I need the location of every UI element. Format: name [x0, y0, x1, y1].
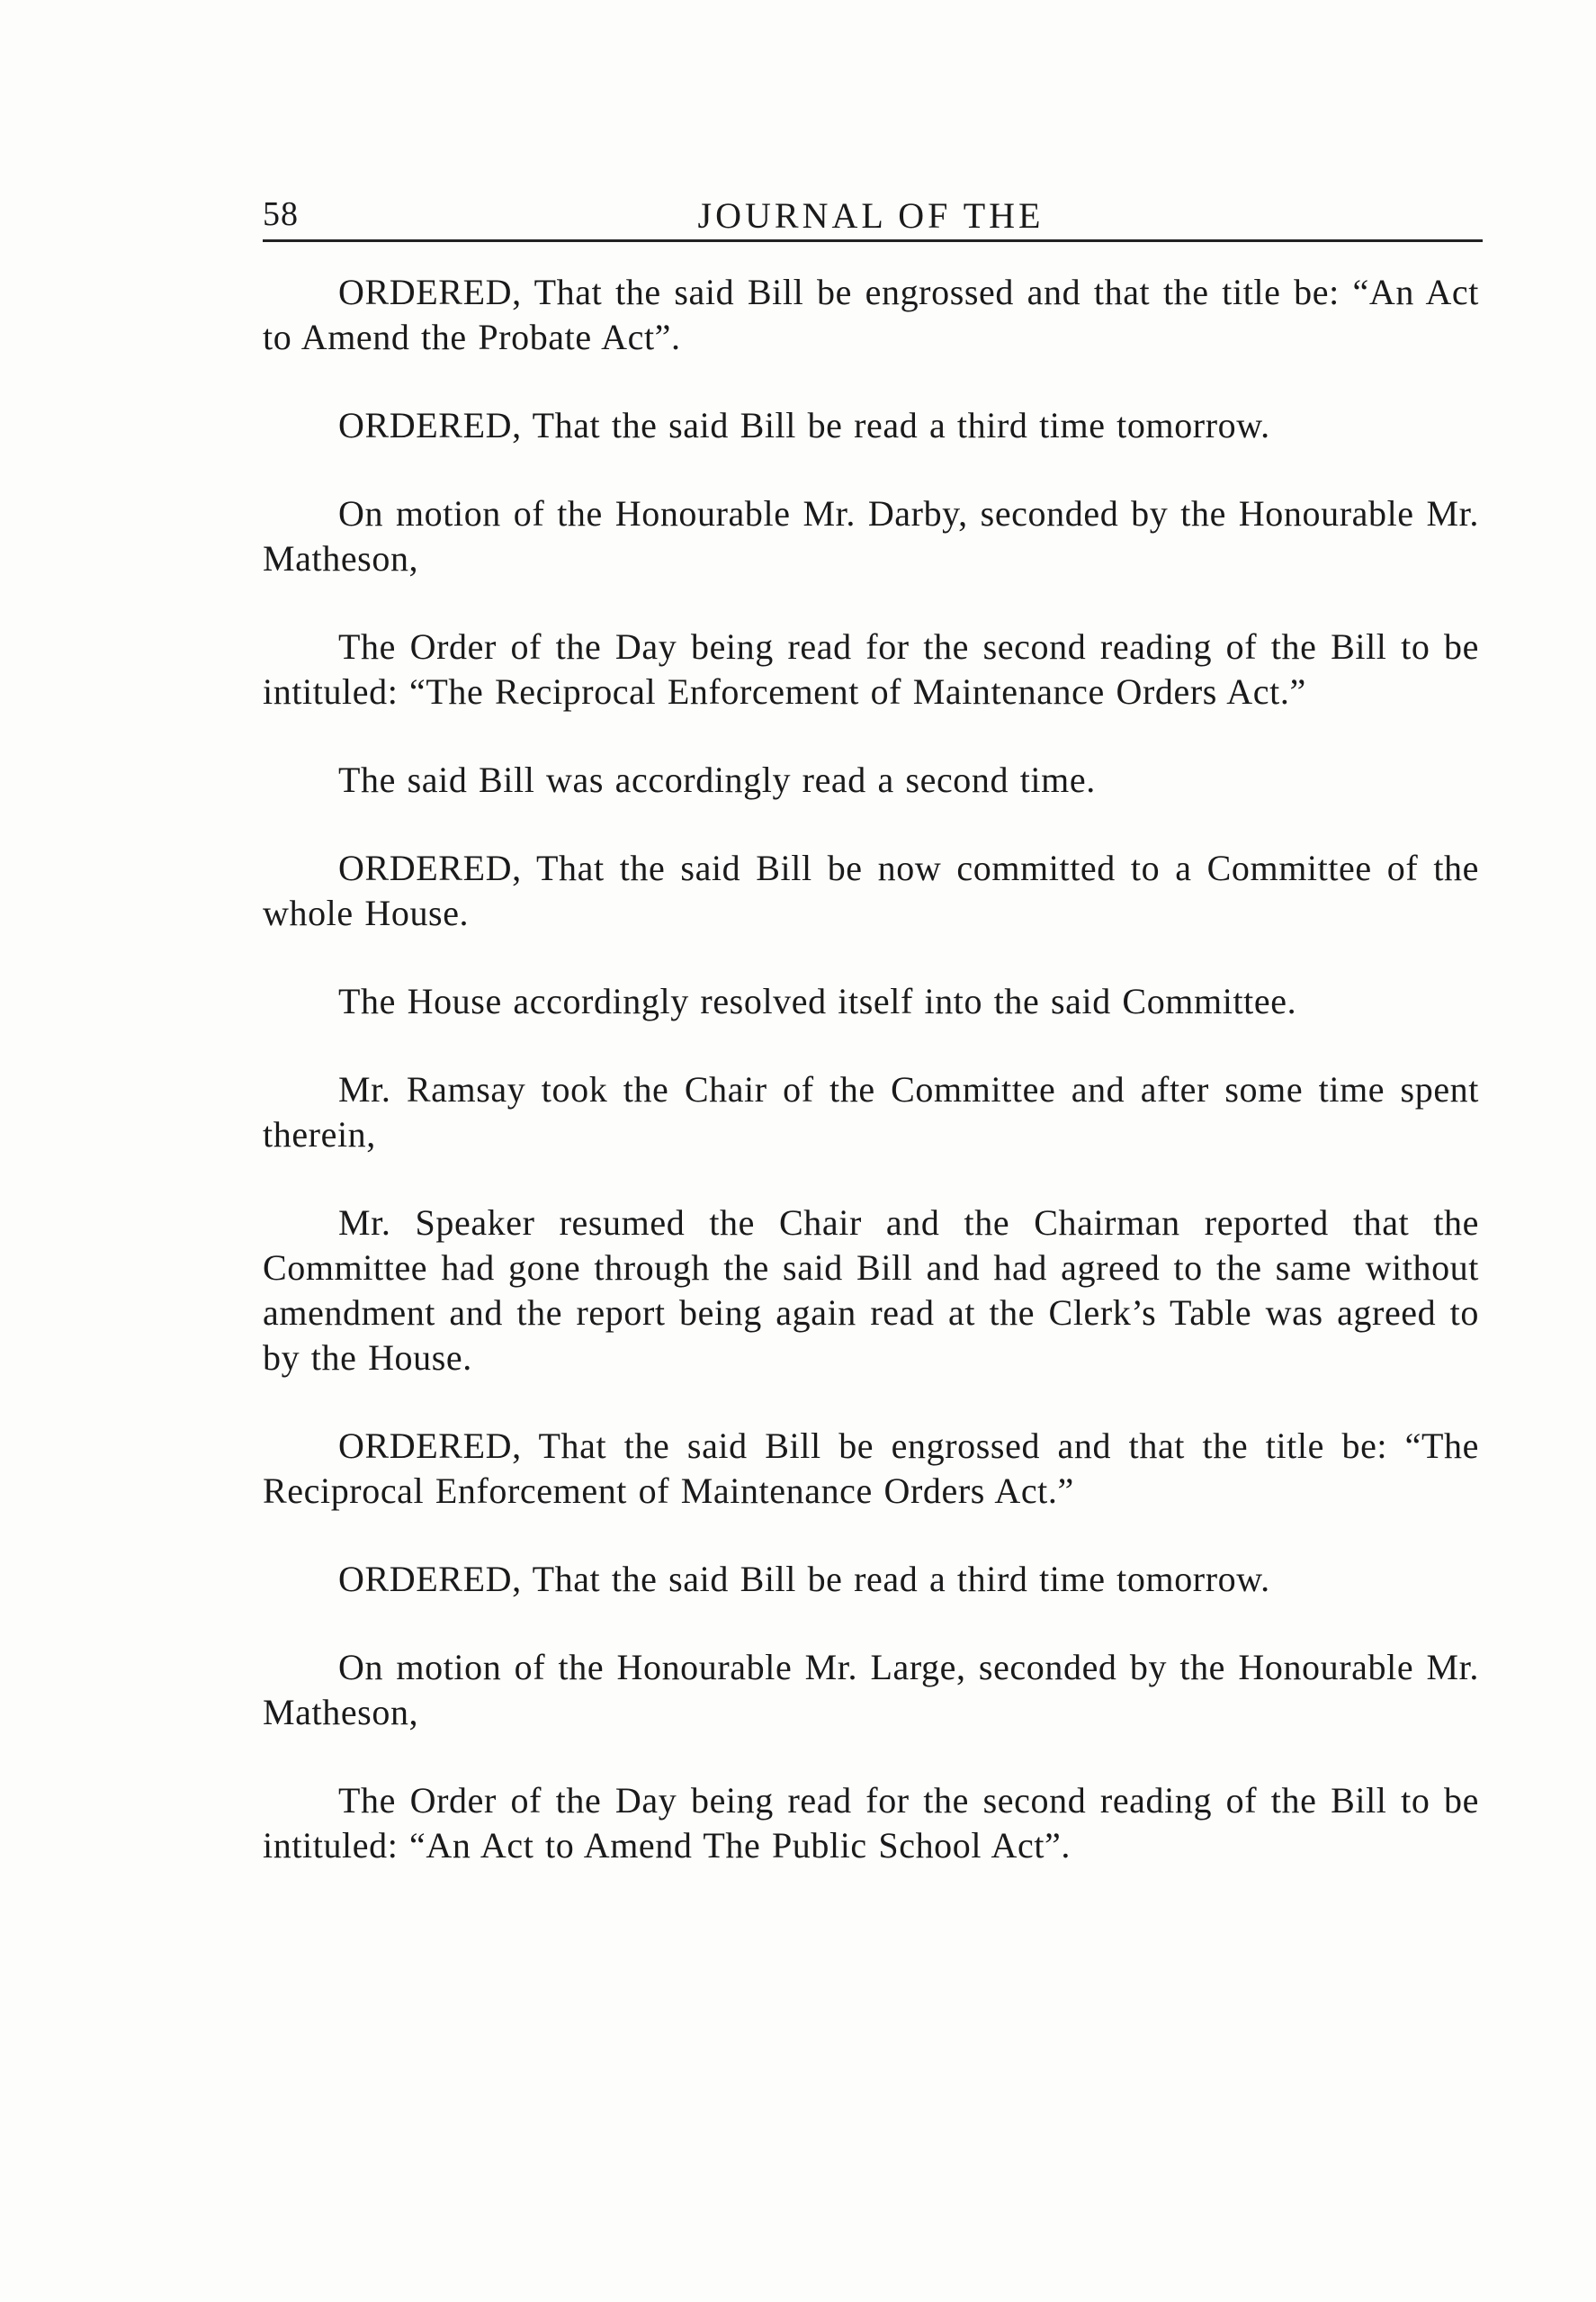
- paragraph-order-of-day-reciprocal: The Order of the Day being read for the second reading of the Bill to be intituled: “The Reciprocal Enforcement of Maintenance Orders Act.”: [263, 626, 1479, 712]
- paragraph-ordered-third-reading-2: ORDERED, That the said Bill be read a third time tomorrow.: [338, 1559, 1270, 1599]
- paragraph-ordered-engrossed-reciprocal: ORDERED, That the said Bill be engrossed and that the title be: “The Reciprocal Enforcement of Maintenance Orders Act.”: [263, 1425, 1479, 1511]
- paragraph-second-reading: The said Bill was accordingly read a second time.: [338, 760, 1096, 800]
- paragraph-ordered-committee: ORDERED, That the said Bill be now committed to a Committee of the whole House.: [263, 848, 1479, 933]
- page-number: 58: [263, 195, 299, 233]
- page-header: [263, 189, 1479, 243]
- journal-body: [263, 270, 1479, 1911]
- paragraph-speaker-resumed: Mr. Speaker resumed the Chair and the Chairman reported that the Committee had gone through the said Bill and had agreed to the same without amendment and the report being again read at the Clerk’s Table was agreed to by the House.: [263, 1202, 1479, 1378]
- paragraph-ramsay-chair: Mr. Ramsay took the Chair of the Committee and after some time spent therein,: [263, 1069, 1479, 1155]
- paragraph-motion-large: On motion of the Honourable Mr. Large, seconded by the Honourable Mr. Matheson,: [263, 1647, 1479, 1732]
- paragraph-order-of-day-public-school: The Order of the Day being read for the second reading of the Bill to be intituled: “An Act to Amend The Public School Act”.: [263, 1780, 1479, 1866]
- running-head: JOURNAL OF THE: [697, 195, 1045, 236]
- paragraph-motion-darby: On motion of the Honourable Mr. Darby, seconded by the Honourable Mr. Matheson,: [263, 493, 1479, 579]
- paragraph-ordered-engrossed-probate: ORDERED, That the said Bill be engrossed and that the title be: “An Act to Amend the Probate Act”.: [263, 272, 1479, 357]
- paragraph-house-resolved: The House accordingly resolved itself into the said Committee.: [338, 981, 1297, 1021]
- header-rule: [263, 239, 1483, 242]
- paragraph-ordered-third-reading: ORDERED, That the said Bill be read a third time tomorrow.: [338, 405, 1270, 445]
